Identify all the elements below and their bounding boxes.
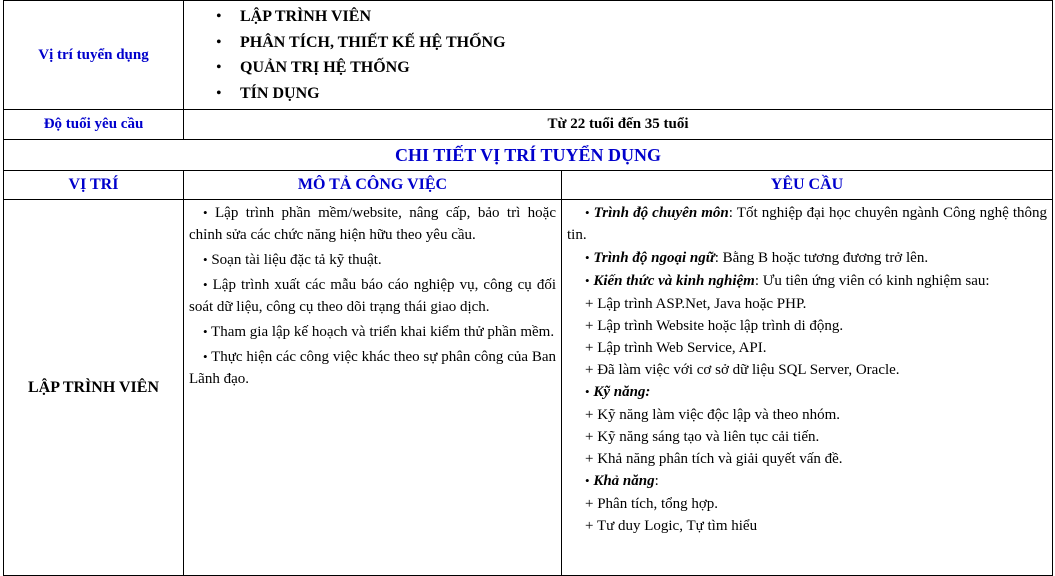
list-item: + Kỹ năng làm việc độc lập và theo nhóm. — [585, 407, 841, 423]
list-item: + Phân tích, tổng hợp. — [585, 496, 719, 512]
list-item: + Kỹ năng sáng tạo và liên tục cải tiến. — [585, 429, 820, 445]
column-header-row — [4, 171, 1053, 200]
age-label: Độ tuổi yêu cầu — [4, 110, 184, 140]
list-item: • LẬP TRÌNH VIÊN — [240, 4, 1052, 30]
col-header-position: VỊ TRÍ — [4, 171, 184, 200]
list-item: • PHÂN TÍCH, THIẾT KẾ HỆ THỐNG — [240, 30, 1052, 56]
ability-requirement: • Khả năng: — [585, 473, 659, 489]
description-cell — [184, 200, 562, 576]
description-item: • Lập trình phần mềm/website, nâng cấp, bảo trì hoặc chỉnh sửa các chức năng hiện hữu theo yêu cầu. — [189, 205, 556, 243]
col-header-requirements: YÊU CẦU — [562, 171, 1053, 200]
list-item: + Lập trình Website hoặc lập trình di động. — [585, 318, 844, 334]
age-value: Từ 22 tuổi đến 35 tuổi — [184, 110, 1053, 140]
list-item: + Đã làm việc với cơ sở dữ liệu SQL Server, Oracle. — [585, 362, 900, 378]
positions-cell — [184, 1, 1053, 110]
experience-requirement: • Kiến thức và kinh nghiệm: Ưu tiên ứng viên có kinh nghiệm sau: — [585, 273, 990, 289]
requirements-cell — [562, 200, 1053, 576]
list-item: + Lập trình ASP.Net, Java hoặc PHP. — [585, 296, 807, 312]
description-item: • Soạn tài liệu đặc tả kỹ thuật. — [203, 252, 382, 268]
description-item: • Tham gia lập kế hoạch và triển khai kiểm thử phần mềm. — [203, 324, 555, 340]
description-item: • Thực hiện các công việc khác theo sự phân công của Ban Lãnh đạo. — [189, 349, 556, 387]
skills-requirement: • Kỹ năng: — [585, 384, 651, 400]
table-row — [4, 200, 1053, 576]
list-item: • QUẢN TRỊ HỆ THỐNG — [240, 55, 1052, 81]
recruitment-table — [3, 0, 1053, 576]
list-item: • TÍN DỤNG — [240, 81, 1052, 107]
position-label: Vị trí tuyển dụng — [4, 1, 184, 110]
list-item: + Khả năng phân tích và giải quyết vấn đề. — [585, 451, 843, 467]
row-position: LẬP TRÌNH VIÊN — [4, 200, 184, 576]
list-item: + Lập trình Web Service, API. — [585, 340, 767, 356]
positions-list — [184, 1, 1052, 109]
positions-row — [4, 1, 1053, 110]
description-item: • Lập trình xuất các mẫu báo cáo nghiệp vụ, công cụ đối soát dữ liệu, công cụ theo dõi trạng thái giao dịch. — [189, 277, 557, 315]
section-title: CHI TIẾT VỊ TRÍ TUYỂN DỤNG — [4, 140, 1053, 171]
list-item: + Tư duy Logic, Tự tìm hiểu — [585, 518, 758, 534]
section-row — [4, 140, 1053, 171]
col-header-description: MÔ TẢ CÔNG VIỆC — [184, 171, 562, 200]
education-requirement: • Trình độ chuyên môn: Tốt nghiệp đại học chuyên ngành Công nghệ thông tin. — [567, 205, 1048, 243]
language-requirement: • Trình độ ngoại ngữ: Bằng B hoặc tương đương trở lên. — [585, 250, 929, 266]
age-row — [4, 110, 1053, 140]
